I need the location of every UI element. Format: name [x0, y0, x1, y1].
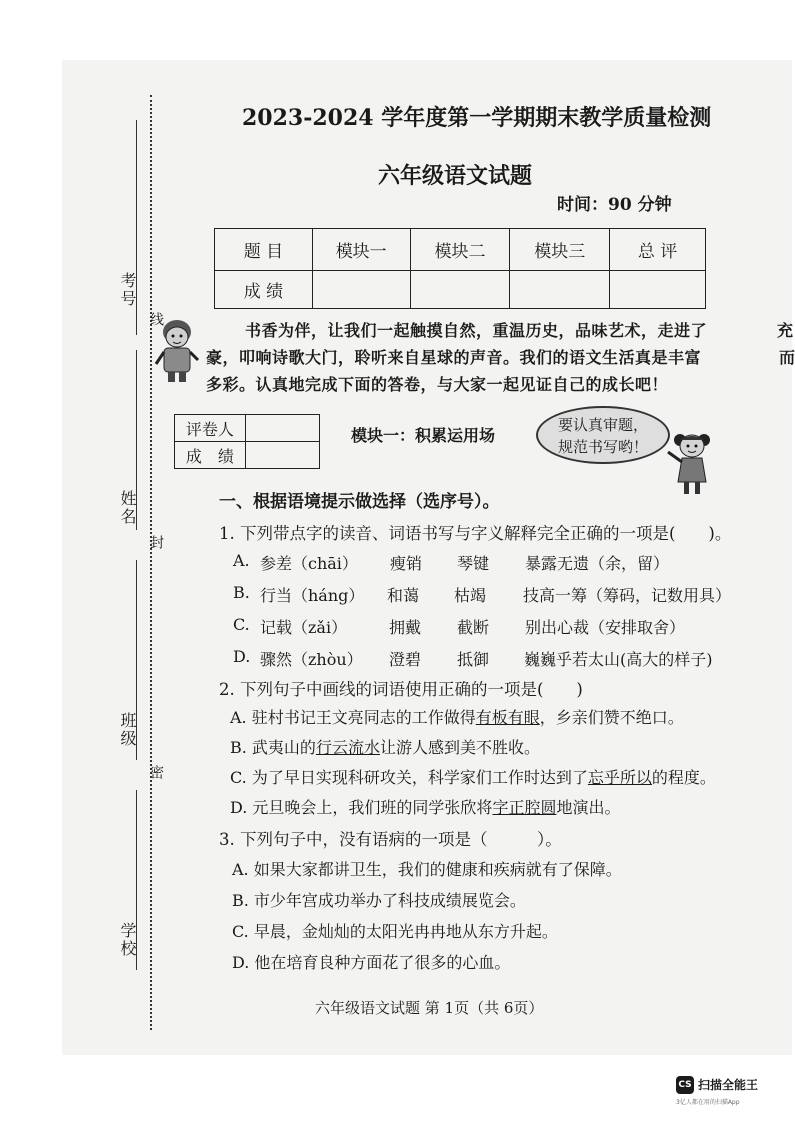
q3-option-a[interactable]: A. 如果大家都讲卫生，我们的健康和疾病就有了保障。: [232, 860, 622, 879]
q2-stem: 2. 下列句子中画线的词语使用正确的一项是( ): [219, 680, 583, 699]
exam-time: 时间：90 分钟: [557, 195, 672, 215]
score-cell-module3[interactable]: [510, 271, 610, 309]
intro-line-2: 豪，叩响诗歌大门，聆听来自星球的声音。我们的语文生活真是丰富: [206, 348, 702, 367]
q2-b-underlined: 行云流水: [315, 738, 380, 757]
school-line: [136, 790, 137, 970]
q1-a-word3: 琴键: [457, 554, 490, 573]
speech-bubble: [536, 406, 670, 464]
label-xian: 线: [148, 312, 164, 328]
q1-stem: 1. 下列带点字的读音、词语书写与字义解释完全正确的一项是( )。: [219, 524, 732, 543]
grader-score-label: 成 绩: [175, 442, 246, 469]
q1-b-word1: 行当（háng）: [260, 586, 365, 605]
binding-dotted-line: [150, 95, 152, 1030]
score-header-total: 总 评: [610, 229, 706, 271]
q1-d-label: D.: [233, 647, 251, 666]
q2-a-pre: A. 驻村书记王文亮同志的工作做得: [230, 708, 476, 727]
boy-cartoon-icon: [152, 318, 202, 384]
q1-c-word3: 截断: [457, 618, 490, 637]
grader-score-cell[interactable]: [245, 442, 319, 469]
q3-option-d[interactable]: D. 他在培育良种方面花了很多的心血。: [232, 953, 511, 972]
label-exam-number: 考号: [118, 272, 137, 308]
q2-option-a[interactable]: [230, 705, 684, 728]
grader-table: [174, 414, 320, 469]
exam-subtitle: 六年级语文试题: [378, 163, 533, 189]
q3-option-b[interactable]: B. 市少年宫成功举办了科技成绩展览会。: [232, 891, 526, 910]
score-cell-module1[interactable]: [312, 271, 410, 309]
score-header-module1: 模块一: [312, 229, 410, 271]
q3-option-c[interactable]: C. 早晨，金灿灿的太阳光冉冉地从东方升起。: [232, 922, 558, 941]
q1-a-label: A.: [233, 551, 250, 570]
grader-cell[interactable]: [245, 415, 319, 442]
score-cell-total[interactable]: [610, 271, 706, 309]
q2-c-underlined: 忘乎所以: [587, 768, 652, 787]
score-header-module3: 模块三: [510, 229, 610, 271]
q1-a-word2: 瘦销: [390, 554, 423, 573]
score-table: [214, 228, 706, 309]
q1-c-word4: 别出心裁（安排取舍）: [525, 618, 686, 637]
camscanner-logo-icon: CS: [676, 1076, 694, 1094]
module1-title: 模块一：积累运用场: [351, 426, 496, 445]
q2-option-c[interactable]: [230, 765, 716, 788]
q1-b-word3: 枯竭: [454, 586, 487, 605]
score-cell-module2[interactable]: [410, 271, 510, 309]
exam-title: 2023-2024 学年度第一学期期末教学质量检测: [242, 105, 712, 131]
q2-d-post: 地演出。: [556, 798, 621, 817]
girl-cartoon-icon: [662, 430, 722, 496]
q1-d-word4: 巍巍乎若太山(高大的样子): [524, 650, 713, 669]
section-1-heading: 一、根据语境提示做选择（选序号）。: [219, 492, 500, 512]
intro-line-1-cut: 充: [777, 321, 794, 340]
q3-stem: 3. 下列句子中，没有语病的一项是（ ）。: [219, 830, 562, 849]
q1-c-word2: 拥戴: [389, 618, 422, 637]
grader-label: 评卷人: [175, 415, 246, 442]
q1-d-word3: 抵御: [457, 650, 490, 669]
q1-d-word2: 澄碧: [389, 650, 422, 669]
q2-b-pre: B. 武夷山的: [230, 738, 316, 757]
q2-a-post: ，乡亲们赞不绝口。: [539, 708, 684, 727]
name-line: [136, 350, 137, 530]
intro-line-1: 书香为伴，让我们一起触摸自然，重温历史，品味艺术，走进了: [245, 321, 708, 340]
q1-b-word4: 技高一筹（筹码，记数用具）: [523, 586, 732, 605]
class-line: [136, 560, 137, 760]
score-header-item: 题 目: [215, 229, 313, 271]
q1-a-word4: 暴露无遗（余，留）: [525, 554, 670, 573]
q2-b-post: 让游人感到美不胜收。: [379, 738, 540, 757]
q2-c-pre: C. 为了早日实现科研攻关，科学家们工作时达到了: [230, 768, 588, 787]
q1-b-word2: 和蔼: [387, 586, 420, 605]
q1-b-label: B.: [233, 583, 250, 602]
q2-d-pre: D. 元旦晚会上，我们班的同学张欣将: [230, 798, 493, 817]
bubble-line-1: 要认真审题，: [557, 416, 648, 434]
label-name: 姓名: [118, 490, 137, 526]
q1-c-word1: 记载（zǎi）: [260, 618, 348, 637]
q1-c-label: C.: [233, 615, 250, 634]
q2-c-post: 的程度。: [651, 768, 716, 787]
intro-line-2-cut: 而: [779, 348, 795, 367]
label-feng: 封: [148, 535, 164, 551]
label-mi: 密: [148, 765, 164, 781]
q2-option-d[interactable]: [230, 795, 620, 818]
exam-number-line: [136, 120, 137, 335]
label-class: 班级: [118, 712, 137, 748]
label-school: 学校: [118, 922, 137, 958]
q2-option-b[interactable]: [230, 735, 540, 758]
q2-a-underlined: 有板有眼: [475, 708, 540, 727]
intro-line-3: 多彩。认真地完成下面的答卷，与大家一起见证自己的成长吧！: [206, 375, 669, 394]
watermark-name: 扫描全能王: [698, 1078, 759, 1092]
watermark-subtitle: 3亿人都在用的扫描App: [676, 1099, 740, 1106]
score-header-module2: 模块二: [410, 229, 510, 271]
bubble-line-2: 规范书写哟！: [557, 438, 648, 456]
q2-d-underlined: 字正腔圆: [492, 798, 557, 817]
q1-d-word1: 骤然（zhòu）: [260, 650, 363, 669]
score-row-label: 成 绩: [215, 271, 313, 309]
q1-a-word1: 参差（chāi）: [260, 554, 358, 573]
page-footer: 六年级语文试题 第 1页（共 6页）: [315, 999, 544, 1017]
